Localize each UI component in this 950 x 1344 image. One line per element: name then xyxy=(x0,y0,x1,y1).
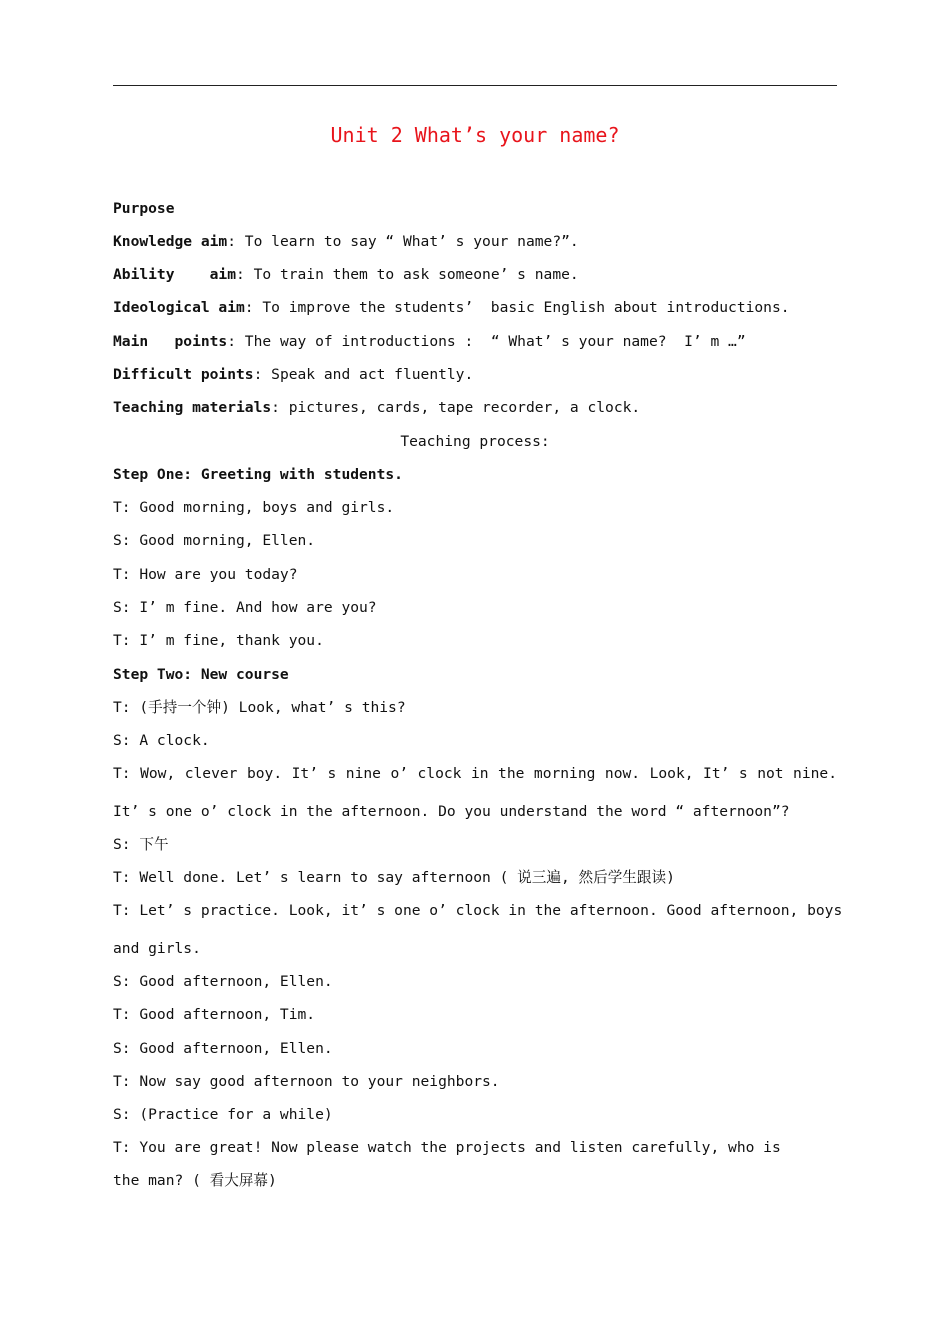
dialogue-line: T: Well done. Let’ s learn to say afternoon ( 说三遍, 然后学生跟读) xyxy=(113,869,675,886)
dialogue-line: S: Good afternoon, Ellen. xyxy=(113,973,333,990)
dialogue-line: the man? ( 看大屏幕) xyxy=(113,1172,277,1189)
difficult-points: Difficult points: Speak and act fluently. xyxy=(113,366,474,383)
dialogue-line: T: Good morning, boys and girls. xyxy=(113,499,395,516)
dialogue-line: T: You are great! Now please watch the projects and listen carefully, who is xyxy=(113,1139,781,1156)
knowledge-aim: Knowledge aim: To learn to say “ What’ s your name?”. xyxy=(113,233,579,250)
dialogue-line: T: How are you today? xyxy=(113,566,298,583)
ideological-aim: Ideological aim: To improve the students’ basic English about introductions. xyxy=(113,299,790,316)
header-rule xyxy=(113,85,837,86)
dialogue-line: T: Now say good afternoon to your neighbors. xyxy=(113,1073,500,1090)
step-two-heading: Step Two: New course xyxy=(113,666,289,683)
teaching-materials: Teaching materials: pictures, cards, tape recorder, a clock. xyxy=(113,399,641,416)
dialogue-line: S: I’ m fine. And how are you? xyxy=(113,599,377,616)
teaching-process-heading: Teaching process: xyxy=(400,433,550,450)
dialogue-line: T: Wow, clever boy. It’ s nine o’ clock in the morning now. Look, It’ s not nine. xyxy=(113,765,837,782)
dialogue-line: S: 下午 xyxy=(113,836,169,853)
step-one-heading: Step One: Greeting with students. xyxy=(113,466,403,483)
main-points: Main points: The way of introductions : “ What’ s your name? I’ m …” xyxy=(113,333,746,350)
dialogue-line: T: I’ m fine, thank you. xyxy=(113,632,324,649)
dialogue-line: and girls. xyxy=(113,940,201,957)
dialogue-line: T: Let’ s practice. Look, it’ s one o’ clock in the afternoon. Good afternoon, boys xyxy=(113,902,843,919)
ability-aim: Ability aim: To train them to ask someone’ s name. xyxy=(113,266,579,283)
dialogue-line: T: (手持一个钟) Look, what’ s this? xyxy=(113,699,406,716)
purpose-heading: Purpose xyxy=(113,200,175,217)
dialogue-line: It’ s one o’ clock in the afternoon. Do you understand the word “ afternoon”? xyxy=(113,803,790,820)
dialogue-line: S: Good afternoon, Ellen. xyxy=(113,1040,333,1057)
document-title: Unit 2 What’s your name? xyxy=(330,123,620,147)
dialogue-line: T: Good afternoon, Tim. xyxy=(113,1006,316,1023)
dialogue-line: S: (Practice for a while) xyxy=(113,1106,333,1123)
dialogue-line: S: A clock. xyxy=(113,732,210,749)
dialogue-line: S: Good morning, Ellen. xyxy=(113,532,316,549)
